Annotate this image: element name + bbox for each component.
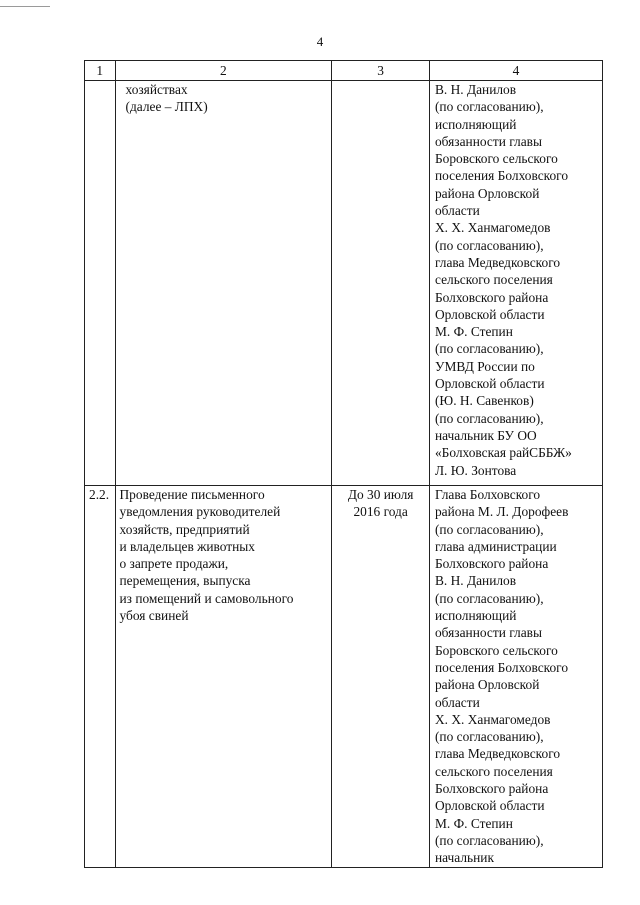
header-col-3: 3	[332, 61, 430, 81]
cell-line: области	[434, 203, 480, 219]
cell-line: УМВД России по	[434, 358, 535, 374]
cell-line: начальник	[434, 850, 494, 866]
cell-line: Болховского района	[434, 289, 549, 305]
cell-line: Болховского района	[434, 781, 549, 797]
responsible-cell	[429, 81, 602, 486]
header-col-2: 2	[115, 61, 332, 81]
cell-line: начальник БУ ОО	[434, 427, 537, 443]
cell-line: (по согласованию),	[434, 341, 544, 357]
cell-line: «Болховская райСББЖ»	[434, 445, 572, 461]
header-col-4: 4	[429, 61, 602, 81]
cell-line: глава Медведковского	[434, 254, 561, 270]
cell-line: Орловской области	[434, 798, 545, 814]
cell-line: (по согласованию),	[434, 99, 544, 115]
cell-line: глава Медведковского	[434, 746, 561, 762]
cell-line: глава администрации	[434, 538, 557, 554]
cell-line: обязанности главы	[434, 625, 542, 641]
cell-line: Орловской области	[434, 306, 545, 322]
cell-line: исполняющий	[434, 116, 517, 132]
responsible-cell	[429, 486, 602, 868]
cell-line: убоя свиней	[119, 608, 189, 624]
deadline-cell	[332, 486, 430, 868]
cell-line: обязанности главы	[434, 133, 542, 149]
cell-line: района М. Л. Дорофеев	[434, 504, 569, 520]
cell-line: (по согласованию),	[434, 237, 544, 253]
cell-line: (по согласованию),	[434, 729, 544, 745]
header-col-1: 1	[85, 61, 116, 81]
cell-line: (по согласованию),	[434, 590, 544, 606]
cell-line: хозяйствах	[125, 82, 188, 97]
measure-cell	[115, 81, 332, 486]
row-number: 2.2.	[85, 486, 116, 868]
cell-line: В. Н. Данилов	[434, 82, 517, 97]
cell-line: Л. Ю. Зонтова	[434, 462, 517, 478]
cell-line: района Орловской	[434, 185, 540, 201]
cell-line: и владельцев животных	[119, 538, 256, 554]
scan-corner-mark	[0, 6, 50, 7]
cell-line: М. Ф. Степин	[434, 324, 513, 340]
cell-line: (далее – ЛПХ)	[125, 99, 208, 115]
cell-line: поселения Болховского	[434, 659, 569, 675]
cell-line: хозяйств, предприятий	[119, 521, 250, 537]
table-header-row	[85, 61, 603, 81]
cell-line: Х. Х. Ханмагомедов	[434, 711, 551, 727]
table-row	[85, 486, 603, 868]
cell-line: До 30 июля	[347, 487, 414, 502]
row-number	[85, 81, 116, 486]
cell-line: сельского поселения	[434, 272, 553, 288]
cell-line: В. Н. Данилов	[434, 573, 517, 589]
measures-table	[84, 60, 603, 868]
cell-line: Боровского сельского	[434, 151, 558, 167]
cell-line: 2016 года	[353, 504, 408, 520]
page-number: 4	[316, 34, 324, 49]
cell-line: сельского поселения	[434, 763, 553, 779]
cell-line: поселения Болховского	[434, 168, 569, 184]
cell-line: из помещений и самовольного	[119, 590, 294, 606]
deadline-cell	[332, 81, 430, 486]
cell-line: Боровского сельского	[434, 642, 558, 658]
cell-line: уведомления руководителей	[119, 504, 281, 520]
cell-line: области	[434, 694, 480, 710]
cell-line: Орловской области	[434, 376, 545, 392]
cell-line: перемещения, выпуска	[119, 573, 251, 589]
cell-line: (по согласованию),	[434, 832, 544, 848]
cell-line: М. Ф. Степин	[434, 815, 513, 831]
cell-line: района Орловской	[434, 677, 540, 693]
cell-line: (по согласованию),	[434, 521, 544, 537]
cell-line: о запрете продажи,	[119, 556, 229, 572]
cell-line: (по согласованию),	[434, 410, 544, 426]
cell-line: (Ю. Н. Савенков)	[434, 393, 534, 409]
measure-cell	[115, 486, 332, 868]
cell-line: исполняющий	[434, 608, 517, 624]
cell-line: Болховского района	[434, 556, 549, 572]
cell-line: Х. Х. Ханмагомедов	[434, 220, 551, 236]
cell-line: Проведение письменного	[119, 487, 265, 502]
cell-line: Глава Болховского	[434, 487, 541, 502]
table-row	[85, 81, 603, 486]
